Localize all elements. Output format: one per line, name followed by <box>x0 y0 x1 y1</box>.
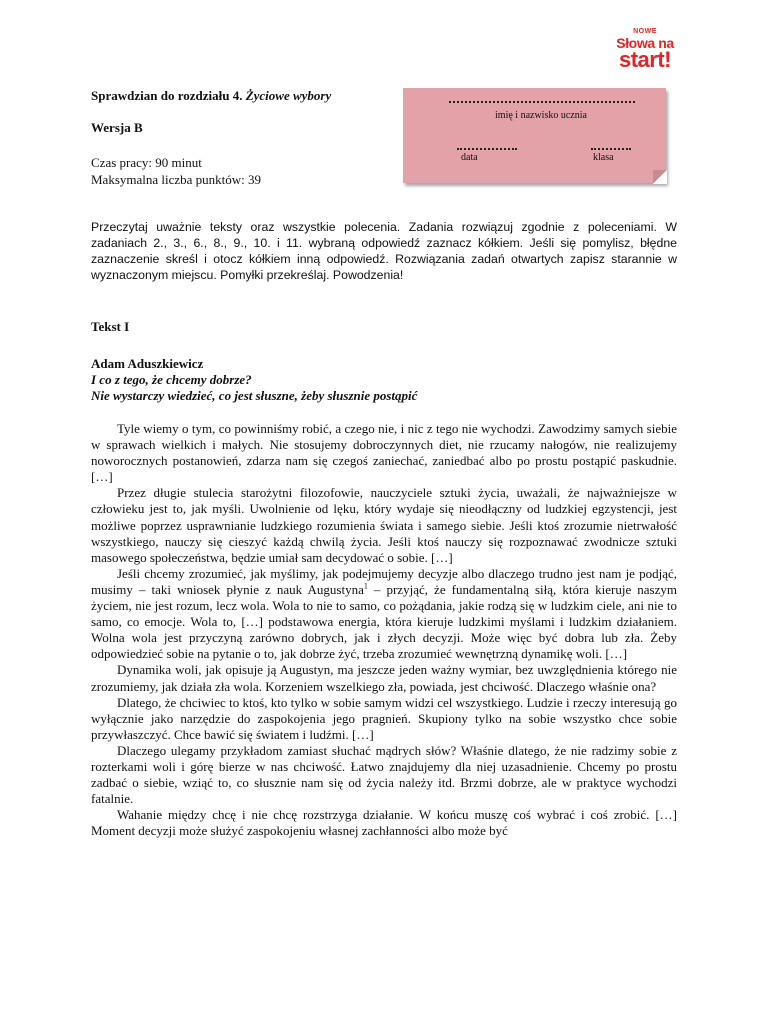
publisher-logo <box>608 28 682 70</box>
logo-line-1: NOWE <box>633 28 657 35</box>
title-prefix: Sprawdzian do rozdziału 4. <box>91 88 246 103</box>
section-title: Tekst I <box>91 319 130 334</box>
time-label: Czas pracy: 90 minut <box>91 155 202 170</box>
paragraph: Dlaczego ulegamy przykładom zamiast słuchać mądrych słów? Właśnie dlatego, że nie radzimy sobie z rozterkami woli i górę bierze w nas chciwość. Łatwo znajdujemy dla niej uzasadnienie. Chcemy po prostu zadbać o siebie, wziąć to, co słusznie nam się od życia należy itd. Brzmi dobrze, ale w praktyce wychodzi fatalnie. <box>91 742 677 807</box>
max-points-label: Maksymalna liczba punktów: 39 <box>91 172 262 187</box>
author: Adam Aduszkiewicz <box>91 356 204 371</box>
class-label: klasa <box>593 152 614 163</box>
name-line <box>449 101 635 103</box>
class-line <box>591 148 631 150</box>
paragraph: Dlatego, że chciwiec to ktoś, kto tylko w sobie samym widzi cel wszystkiego. Ludzie i rzeczy interesują go wyłącznie jako narzędzie do zaspokojenia jego pragnień. Skupiony tylko na sobie wszystko chce sobie przywłaszczyć. Chce bawić się światem i ludźmi. […] <box>91 694 677 742</box>
title-italic: Życiowe wybory <box>245 88 332 103</box>
footnote-mark: 1 <box>363 581 368 591</box>
test-header <box>91 87 332 187</box>
paragraph-part: Jeśli chcemy zrozumieć, jak myślimy, jak podejmujemy decyzje albo dlaczego trudno jest nam je podjąć, musimy – taki wniosek płynie z nauk Augustyna <box>91 565 677 597</box>
date-line <box>457 148 517 150</box>
subtitle-2: Nie wystarczy wiedzieć, co jest słuszne, żeby słusznie postąpić <box>91 388 418 403</box>
paragraph-part: – przyjąć, że fundamentalną siłą, która kieruje naszym życiem, nie jest rozum, lecz wola. Wola to nie to samo, co pożądania, jakie rodzą się w ludzkim ciele, ani nie to samo, co emocje. Wola to, […] podstawowa energia, która kieruje ludzkimi myślami i ludzkim działaniem. Wolna wola jest przyczyną zarówno dobrych, jak i złych decyzji. Może więc być dobra lub zła. Żeby odpowiedzieć sobie na pytanie o to, jak dobrze żyć, trzeba zrozumieć wewnętrzną dynamikę woli. […] <box>91 581 677 662</box>
paragraph: Tyle wiemy o tym, co powinniśmy robić, a czego nie, i nic z tego nie wychodzi. Zawodzimy samych siebie w sprawach wielkich i małych. Nie stosujemy dobroczynnych diet, nie rzucamy nałogów, nie realizujemy noworocznych postanowień, zdarza nam się czegoś zaniechać, zaniedbać albo po prostu postąpić paskudnie. […] <box>91 421 677 485</box>
instructions: Przeczytaj uważnie teksty oraz wszystkie polecenia. Zadania rozwiązuj zgodnie z poleceniami. W zadaniach 2., 3., 6., 8., 9., 10. i 11. wybraną odpowiedź zaznacz kółkiem. Jeśli się pomylisz, błędne zaznaczenie skreśl i otocz kółkiem inną odpowiedź. Rozwiązania zadań otwartych zapisz starannie w wyznaczonym miejscu. Pomyłki przekreślaj. Powodzenia! <box>91 220 677 282</box>
logo-line-3: start! <box>618 47 671 72</box>
paragraph: Przez długie stulecia starożytni filozofowie, nauczyciele sztuki życia, uważali, że najważniejsze w człowieku jest to, jak myśli. Uwolnienie od lęku, który wydaje się nieodłączny od ludzkiej egzystencji, jest możliwe poprzez usprawnianie ludzkiego rozumienia świata i samego siebie. Jeśli ktoś zrozumie nietrwałość wszystkiego, nauczy się cieszyć każdą chwilą życia. Jeśli ktoś nauczy się rozpoznawać zwodnicze sztuki masowego społeczeństwa, będzie umiał sam decydować o sobie. […] <box>91 485 677 565</box>
subtitle-1: I co z tego, że chcemy dobrze? <box>91 372 252 387</box>
test-title <box>91 87 331 104</box>
paragraph: Wahanie między chcę i nie chcę rozstrzyga działanie. W końcu muszę coś wybrać i coś zrobić. […] Moment decyzji może służyć zaspokojeniu własnej zachłanności albo może być <box>91 807 677 839</box>
name-label: imię i nazwisko ucznia <box>495 110 587 121</box>
student-info-card <box>403 88 666 183</box>
logo-line-2: Słowa na <box>616 35 674 51</box>
version-label: Wersja B <box>91 120 143 135</box>
article-body <box>91 421 677 839</box>
paragraph <box>91 566 677 663</box>
date-label: data <box>461 152 478 163</box>
paragraph: Dynamika woli, jak opisuje ją Augustyn, ma jeszcze jeden ważny wymiar, bez uwzględnienia którego nie zrozumiemy, jak działa zła wola. Korzeniem wszelkiego zła, powiada, jest chciwość. Dlaczego właśnie ona? <box>91 662 677 694</box>
